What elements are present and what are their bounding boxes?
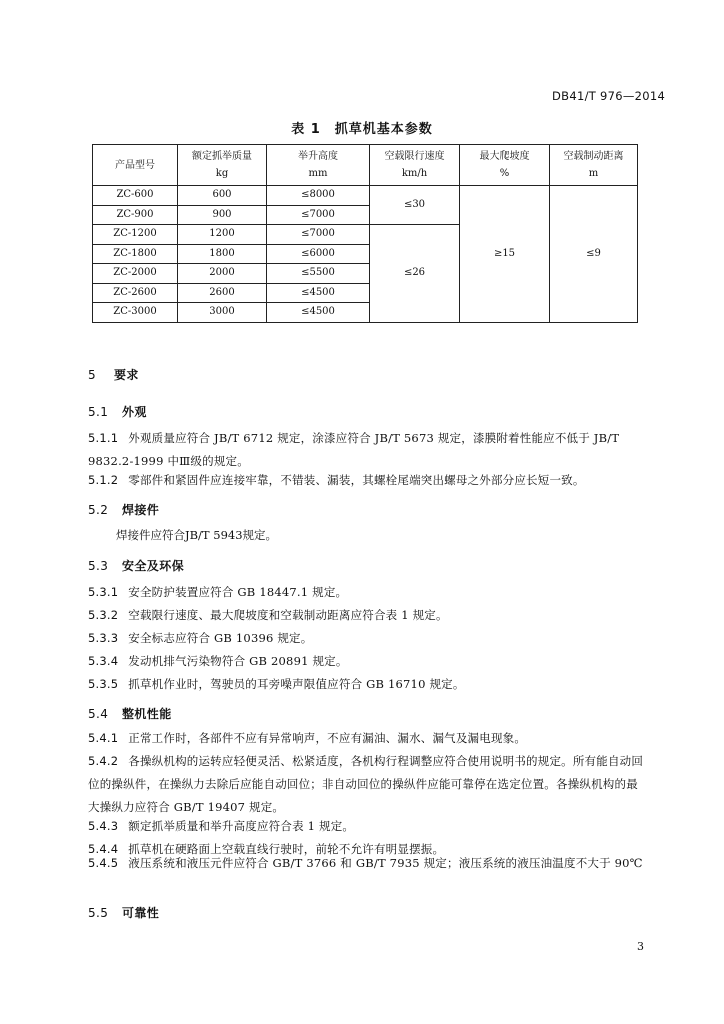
mass-cell: 2600 — [178, 283, 267, 303]
standard-number: DB41/T 976—2014 — [552, 89, 666, 103]
paragraph: 5.3.2 空载限行速度、最大爬坡度和空载制动距离应符合表 1 规定。 — [88, 608, 448, 622]
speed-cell: ≤26 — [370, 225, 460, 323]
paragraph: 5.3.5 抓草机作业时，驾驶员的耳旁噪声限值应符合 GB 16710 规定。 — [88, 677, 465, 691]
model-cell: ZC-1200 — [93, 225, 178, 245]
height-cell: ≤6000 — [267, 244, 370, 264]
paragraph: 5.4.5 液压系统和液压元件应符合 GB/T 3766 和 GB/T 7935 规定；液压系统的液压油温度不大于 90℃ — [88, 856, 643, 870]
model-cell: ZC-900 — [93, 205, 178, 225]
speed-cell: ≤30 — [370, 186, 460, 225]
section-heading: 5 要求 — [88, 368, 139, 382]
mass-cell: 1800 — [178, 244, 267, 264]
mass-cell: 3000 — [178, 303, 267, 323]
section-heading: 5.4 整机性能 — [88, 707, 172, 721]
paragraph: 5.3.3 安全标志应符合 GB 10396 规定。 — [88, 631, 313, 645]
col-header: 空载限行速度 km/h — [370, 145, 460, 186]
col-header: 空载制动距离 m — [550, 145, 638, 186]
page-number: 3 — [637, 940, 644, 953]
mass-cell: 900 — [178, 205, 267, 225]
model-cell: ZC-2000 — [93, 264, 178, 284]
section-heading: 5.1 外观 — [88, 405, 147, 419]
model-cell: ZC-600 — [93, 186, 178, 206]
brake-distance-cell: ≤9 — [550, 186, 638, 323]
table-caption: 表 1 抓草机基本参数 — [291, 122, 433, 137]
height-cell: ≤7000 — [267, 225, 370, 245]
model-cell: ZC-1800 — [93, 244, 178, 264]
model-cell: ZC-3000 — [93, 303, 178, 323]
height-cell: ≤8000 — [267, 186, 370, 206]
paragraph: 5.4.3 额定抓举质量和举升高度应符合表 1 规定。 — [88, 819, 355, 833]
col-header: 产品型号 — [93, 145, 178, 186]
parameters-table — [92, 144, 638, 323]
section-heading: 5.2 焊接件 — [88, 503, 160, 517]
paragraph: 5.4.2 各操纵机构的运转应轻便灵活、松紧适度，各机构行程调整应符合使用说明书的规定。所有能自动回位的操纵件，在操纵力去除后应能自动回位；非自动回位的操纵件应能可靠停在选定位置。各操纵机构的最大操纵力应符合 GB/T 19407 规定。 — [88, 754, 644, 814]
col-header: 额定抓举质量 kg — [178, 145, 267, 186]
height-cell: ≤5500 — [267, 264, 370, 284]
section-heading: 5.5 可靠性 — [88, 906, 160, 920]
paragraph: 5.3.4 发动机排气污染物符合 GB 20891 规定。 — [88, 654, 348, 668]
mass-cell: 2000 — [178, 264, 267, 284]
paragraph: 5.1.1 外观质量应符合 JB/T 6712 规定，涂漆应符合 JB/T 5673 规定，漆膜附着性能应不低于 JB/T 9832.2-1999 中Ⅲ级的规定。 — [88, 431, 620, 468]
paragraph: 5.4.1 正常工作时，各部件不应有异常响声，不应有漏油、漏水、漏气及漏电现象。 — [88, 731, 527, 745]
col-header: 举升高度 mm — [267, 145, 370, 186]
height-cell: ≤4500 — [267, 303, 370, 323]
paragraph: 5.4.4 抓草机在硬路面上空载直线行驶时，前轮不允许有明显摆振。 — [88, 842, 445, 856]
section-heading: 5.3 安全及环保 — [88, 559, 185, 573]
mass-cell: 600 — [178, 186, 267, 206]
mass-cell: 1200 — [178, 225, 267, 245]
paragraph: 5.3.1 安全防护装置应符合 GB 18447.1 规定。 — [88, 585, 348, 599]
height-cell: ≤4500 — [267, 283, 370, 303]
height-cell: ≤7000 — [267, 205, 370, 225]
paragraph: 焊接件应符合JB/T 5943规定。 — [116, 528, 278, 542]
table-row — [93, 186, 638, 206]
max-grade-cell: ≥15 — [460, 186, 550, 323]
model-cell: ZC-2600 — [93, 283, 178, 303]
paragraph: 5.1.2 零部件和紧固件应连接牢靠，不错装、漏装，其螺栓尾端突出螺母之外部分应长短一致。 — [88, 473, 585, 487]
table-header-row — [93, 145, 638, 186]
col-header: 最大爬坡度 % — [460, 145, 550, 186]
